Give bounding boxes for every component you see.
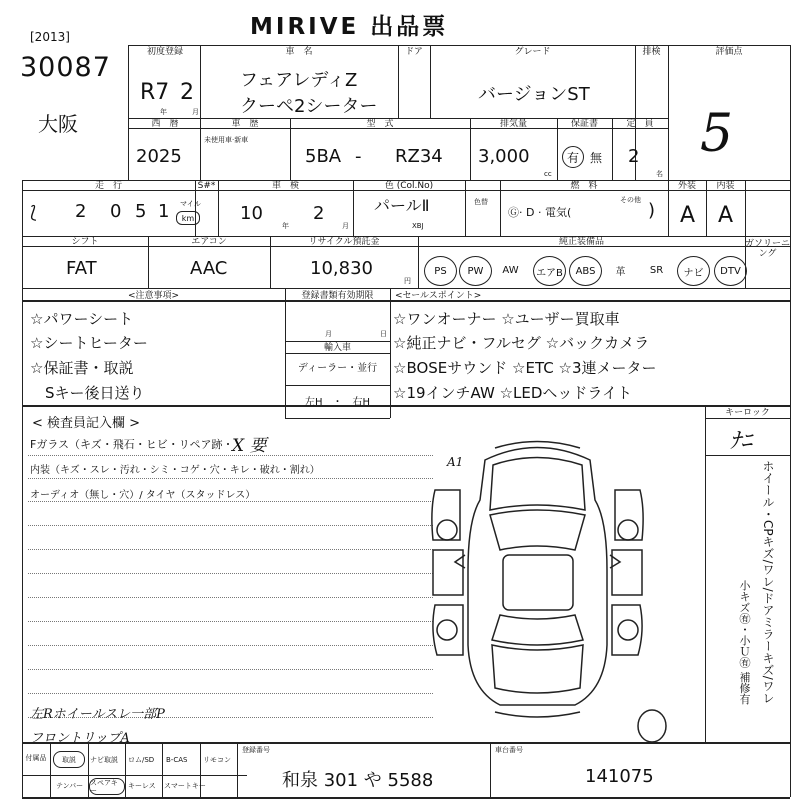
model-code: RZ34 <box>395 146 443 167</box>
fuel-options: Ⓖ· D · 電気( <box>508 206 572 219</box>
mileage-unit-mile: マイル <box>180 200 201 208</box>
recycle-unit: 円 <box>404 277 411 285</box>
caution-item-2: ☆シートヒーター <box>30 334 148 352</box>
color: パールⅡ <box>374 196 430 215</box>
glass-mark: X 要 <box>232 436 267 456</box>
mileage-digit-2: 0 <box>110 201 122 222</box>
inspection-year-unit: 年 <box>282 222 289 230</box>
inspection-line-1: Fガラス（キズ・飛石・ヒビ・リペア跡・ <box>30 438 234 451</box>
inspection-line-2: 内装（キズ・スレ・汚れ・シミ・コゲ・穴・キレ・破れ・割れ） <box>30 465 320 476</box>
fuel-other-label: その他 <box>620 196 641 204</box>
equip-abs: ABS <box>569 256 602 286</box>
color-code: XBJ <box>412 222 424 230</box>
warranty-label: 保証書 <box>570 119 598 129</box>
attach-item-8: キーレス <box>128 782 156 790</box>
caution-item-4: Sキー後日送り <box>30 384 145 402</box>
shift: FAT <box>66 258 97 279</box>
inspection-year: 10 <box>240 203 263 224</box>
wheel-circle <box>636 708 668 744</box>
year: 2025 <box>136 146 182 167</box>
keylock-value: ﾅﾆ <box>730 429 753 454</box>
warranty-no: 無 <box>590 151 603 165</box>
attach-item-9: スマートキー <box>164 782 206 790</box>
deadline-day: 日 <box>380 330 387 338</box>
door-label: ドア <box>405 47 423 57</box>
attach-item-6: テンパー <box>56 782 84 790</box>
inspection-line-3: オーディオ（無し・穴）/ タイヤ（スタッドレス） <box>30 490 256 501</box>
mileage-digit-3: 5 <box>135 201 147 222</box>
mileage-digit-4: 1 <box>158 201 170 222</box>
equip-navi: ナビ <box>677 256 710 286</box>
sales-point-2: ☆純正ナビ・フルセグ ☆バックカメラ <box>393 334 650 352</box>
exterior-grade: A <box>680 203 696 228</box>
interior-grade: A <box>718 203 734 228</box>
side-text-2: 小キズ㊒・小Ｕ㊒ 補修有 <box>738 580 751 705</box>
fuel-label: 燃 料 <box>570 181 598 191</box>
shift-label: シフト <box>71 237 99 247</box>
dealer-type: ディーラー・並行 <box>297 363 378 374</box>
caution-item-3: ☆保証書・取説 <box>30 359 134 377</box>
gasoline-card-label: ガソリーニング <box>745 239 791 259</box>
equip-dtv: DTV <box>714 256 747 286</box>
reg-month: 2 <box>180 80 194 105</box>
capacity: 2 <box>628 146 640 167</box>
fuel-close: ) <box>648 200 656 221</box>
attach-item-7: スペアキー <box>89 778 125 795</box>
score: 5 <box>700 104 734 164</box>
shift-pos-label: 排検 <box>642 47 661 57</box>
color-label: 色 (Col.No) <box>384 181 434 191</box>
warranty-yes: 有 <box>562 146 584 168</box>
reg-month-unit: 月 <box>192 108 199 116</box>
attach-label: 付属品 <box>25 754 47 762</box>
displacement: 3,000 <box>478 146 530 167</box>
capacity-unit: 名 <box>656 170 663 178</box>
model-dash: - <box>355 146 362 167</box>
chassis-number: 141075 <box>585 766 654 787</box>
handwritten-note-1: 左Rホイールスレ一部P <box>30 707 165 722</box>
keylock-label: キーロック <box>725 408 770 418</box>
aircon: AAC <box>190 258 228 279</box>
handle-side: 左H ・ 右H <box>304 397 371 408</box>
mileage-label: 走 行 <box>94 181 122 191</box>
sales-label: <セールスポイント> <box>395 291 482 301</box>
year-tag: [2013] <box>30 30 70 44</box>
mileage-digit-1: 2 <box>75 201 87 222</box>
inspection-title: < 検査員記入欄 > <box>32 416 141 431</box>
deadline-month: 月 <box>325 330 332 338</box>
attach-item-3: ロム/SD <box>128 756 155 764</box>
inspection-month-unit: 月 <box>342 222 349 230</box>
inspection-label: 車 検 <box>271 181 299 191</box>
displacement-label: 排気量 <box>499 119 527 129</box>
reg-label: 初度登録 <box>146 47 183 57</box>
attach-item-5: リモコン <box>203 756 231 764</box>
aircon-label: エアコン <box>191 237 227 247</box>
plate-label: 登録番号 <box>242 746 270 754</box>
history-note: 未使用車·新車 <box>204 136 249 144</box>
caution-label: <注意事項> <box>127 291 180 301</box>
caution-item-1: ☆パワーシート <box>30 310 134 328</box>
mileage-unit-km: km <box>176 211 200 225</box>
year-label: 西 暦 <box>151 119 179 129</box>
score-label: 評価点 <box>715 47 743 57</box>
attach-item-2: ナビ取説 <box>90 756 118 764</box>
grade-label: グレード <box>514 47 551 57</box>
sharp-label: S#* <box>197 181 216 191</box>
history-label: 車 歴 <box>231 119 259 129</box>
diagram-mark: A1 <box>447 455 464 469</box>
equip-pw: PW <box>459 256 492 286</box>
venue: 大阪 <box>38 112 78 136</box>
recycle: 10,830 <box>310 258 373 279</box>
deadline-label: 登録書類有効期限 <box>301 291 374 301</box>
grade: バージョンST <box>478 84 590 105</box>
lot-number: 30087 <box>20 52 111 83</box>
chassis-label: 車台番号 <box>495 746 523 754</box>
handwritten-note-2: フロントリップA <box>30 731 130 746</box>
reg-era-year: R7 <box>140 80 170 105</box>
displacement-unit: cc <box>544 170 552 178</box>
recycle-label: リサイクル預託金 <box>308 237 380 247</box>
equip-leather: 革 <box>615 266 626 278</box>
car-name-label: 車 名 <box>285 47 313 57</box>
car-name-line2: クーペ2シーター <box>240 96 378 117</box>
equip-airbag: エアB <box>533 256 566 286</box>
exterior-label: 外装 <box>677 181 696 191</box>
color-change-label: 色替 <box>474 198 488 206</box>
model-prefix: 5BA <box>305 146 342 167</box>
capacity-label: 定 員 <box>626 119 654 129</box>
car-damage-diagram <box>425 430 650 720</box>
plate-number: 和泉 301 や 5588 <box>282 770 434 791</box>
inspection-month: 2 <box>313 203 325 224</box>
equipment-label: 純正装備品 <box>558 237 604 247</box>
sales-point-3: ☆BOSEサウンド ☆ETC ☆3連メーター <box>393 359 657 377</box>
equip-sr: SR <box>649 264 664 276</box>
sales-point-1: ☆ワンオーナー ☆ユーザー買取車 <box>393 310 620 328</box>
model-label: 型 式 <box>366 119 394 129</box>
interior-label: 内装 <box>716 181 735 191</box>
equip-aw: AW <box>502 264 519 276</box>
equip-ps: PS <box>424 256 457 286</box>
import-label: 輸入車 <box>323 343 351 353</box>
form-title: MIRIVE 出品票 <box>250 14 449 40</box>
sales-point-4: ☆19インチAW ☆LEDヘッドライト <box>393 384 632 402</box>
side-text: ホイール・CPキズ/ワレ/ドアミラーキズ/ワレ <box>761 460 775 704</box>
attach-item-1: 取説 <box>53 751 85 768</box>
car-name-line1: フェアレディZ <box>240 70 358 91</box>
attach-item-4: B-CAS <box>166 756 188 764</box>
reg-year-unit: 年 <box>160 108 167 116</box>
